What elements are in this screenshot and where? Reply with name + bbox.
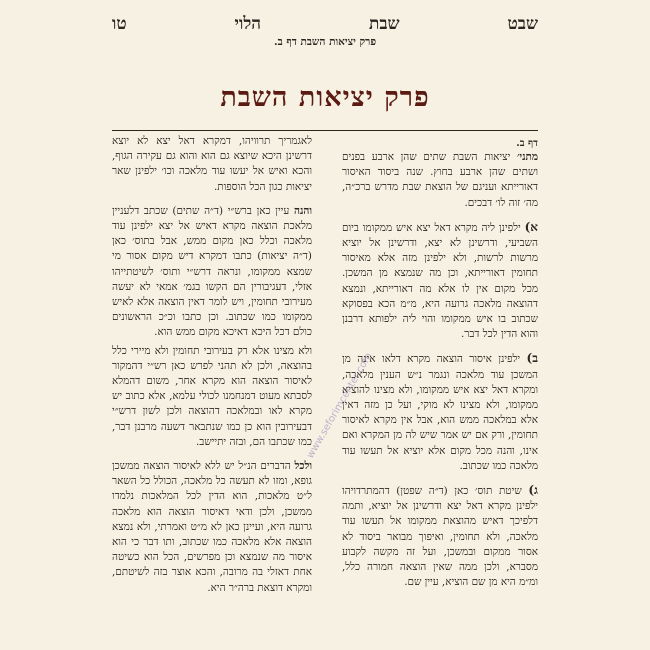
- paragraph-b: [342, 351, 538, 474]
- chapter-subheader: פרק יציאות השבת דף ב.: [273, 36, 377, 48]
- left-paragraph-1: לאגמריך תרוויהו, דמקרא דאל יצא לא יוצא דרשינן היכא שיוצא גם הוא והוא גם עקירה הגוף, והכא ואיש אל יעשו עוד מלאכה וכו׳ ילפינן שאר יציאות כגון הכל הוספות.: [112, 135, 312, 193]
- section-marker-c: ג): [528, 483, 538, 498]
- mishna-text: יציאות השבת שתים שהן ארבע בפנים ושתים שהן ארבע בחוץ. שנה ביסוד האיסור דאורייתא ועניגם של הוצאת שבת מדרש ברכ״ה, מה׳ זוה לו׳ דבכים.: [342, 151, 538, 209]
- paragraph-a-text: ילפינן ליה מקרא דאל יצא איש ממקומו ביום השביעי, ודרשינן לא יצא, ודרשינן אל יוציא מרשות לרשות, ולא ילפינן מזה אלא מאיסור תחומין דאורייתא, וכן מה שנמצא מן המשכן. מכל מקום אין לו אלא מה דאורייתא, ונמצא דהוצאה מלאכה גרועה היא, מ״מ הכא בפסוקא שכתוב בו איש ממקומו והוי ליה ילפותא דרבנן והוא הדין לכל דבר.: [342, 221, 538, 341]
- page-number: טו: [112, 14, 127, 34]
- paragraph-c: [342, 483, 538, 590]
- left-paragraph-2-text: עיין כאן ברש״י (ד״ה שתים) שכתב דלעניין מלאכת הוצאה מקרא דאיש אל יצא ילפינן עוד מלאכה וכלל כאן מקום ממש, אבל בתוס׳ כאן (ד״ה יציאות) כתבו דמקרא דיש מקום אסור מי שמצא ממקומו, ונראה דרש״י ותוס׳ לשיטתייהו אזלי, דעגיבורין הם הקשו בגמ׳ אמאי לא יעשה מעירובי תחומין, ויש לומר דאין הוצאה אלא לאיש ממקומו כמו שכתוב. וכן כתבו וכ״כ הראשונים כולם דכל היכא דאיכא מקום ממש הוא.: [112, 204, 312, 339]
- left-paragraph-3: ולא מצינו אלא רק בעירובי תחומין ולא מיירי כלל בהוצאה, ולכן לא תהני לפרש כאן רש״י דהמקור לאיסור הוצאה הוא מקרא אחר, משום דהמלא לסבתא מעוט דמנחמנו לכולי עלמא, אלא כתוב יש מקרא לאו ובמלאכה דהוצאה ולכן לשון דרש״י דבעירובין הוא כן כמו שנתבאר דשעה מרבנן דבר, כמו שכתבו הם, ובזה יתיישב.: [112, 344, 312, 448]
- left-paragraph-2: [112, 204, 312, 341]
- header-author: הלוי: [234, 14, 262, 34]
- chapter-title-block: [112, 82, 538, 120]
- header-tractate: שבת: [368, 14, 400, 34]
- left-paragraph-4-text: הדברים הנ״ל יש ללא לאיסור הוצאה ממשכן גופא, ומזו לא תעשה כל מלאכה, הכולל כל השאר ל״ט מלאכות, הוא הדין לכל המלאכות נלמדו ממשכן, ולכן ודאי דאיסור הוצאה הוא מלאכה גרועה היא, ועיינן כאן לא מ״ט ואמרתי, ולא נמצא הוצאה אלא מלאכה כמו שכתוב, ותו דבר כי הוא איסור מה שנמצא וכן מפרשים, הכל הוא כשיטה אחת דאזלי בה מרובה, והכא אוצר בזה לשיטתם, ומקרא דוצאת ברה״ר היא.: [112, 460, 312, 594]
- watermark: www.seforimcenter.com: [305, 350, 375, 461]
- section-marker-a: א): [524, 219, 538, 234]
- mishna-label: מתני׳: [517, 151, 538, 163]
- section-marker-b: ב): [526, 351, 538, 366]
- left-paragraph-4: [112, 459, 312, 596]
- left-paragraph-2-head: והנה: [294, 204, 312, 217]
- right-column: [342, 150, 538, 650]
- paragraph-c-text: שיטת תוס׳ כאן (ד״ה שפטן) דהמתרדויהו ילפינן מקרא דאל יצא ודרשינן אל יוציא, ותמה דלפיכך דאיש מהוצאת ממקומו אל תעשו עוד מלאכה, ולא תחומין, ואיפוך מבואר ביסוד לא אסור ממקום ובמשכן, ועל זה מקשה לקבוע מסברא, ולכן ממה שאין הוצאה חמורה כלל, ומ״מ היא מן שם הוציא, עיין שם.: [342, 485, 538, 589]
- left-paragraph-4-head: ולכל: [294, 460, 312, 473]
- header-book-name: שבט: [507, 14, 538, 34]
- daf-reference: דף ב.: [516, 138, 538, 149]
- paragraph-a: [342, 220, 538, 343]
- left-column: [112, 134, 312, 634]
- paragraph-mishna: [342, 150, 538, 211]
- chapter-title: פרק יציאות השבת: [220, 82, 430, 113]
- running-header: [112, 8, 538, 34]
- title-rule: [112, 130, 538, 131]
- paragraph-b-text: ילפינן איסור הוצאה מקרא דלאו אינה מן המשכן עוד מלאכה ונגמר נ״ש הענין מלאכה, ומקרא דאל יצא איש ממקומו, ולא מצינו להוציא ממקומו, ולא מצינו לא מוקי, ועל כן מזה דאין אלא במלאכה ממש הוא, אבל אין מקרא לאיסור תחומין, ורק אם יש אמר שיש לה מן המקרא ואם אינו, והנה מכל מקום אלא יוציא אל תעשו עוד מלאכה כמו שכתוב.: [342, 353, 538, 472]
